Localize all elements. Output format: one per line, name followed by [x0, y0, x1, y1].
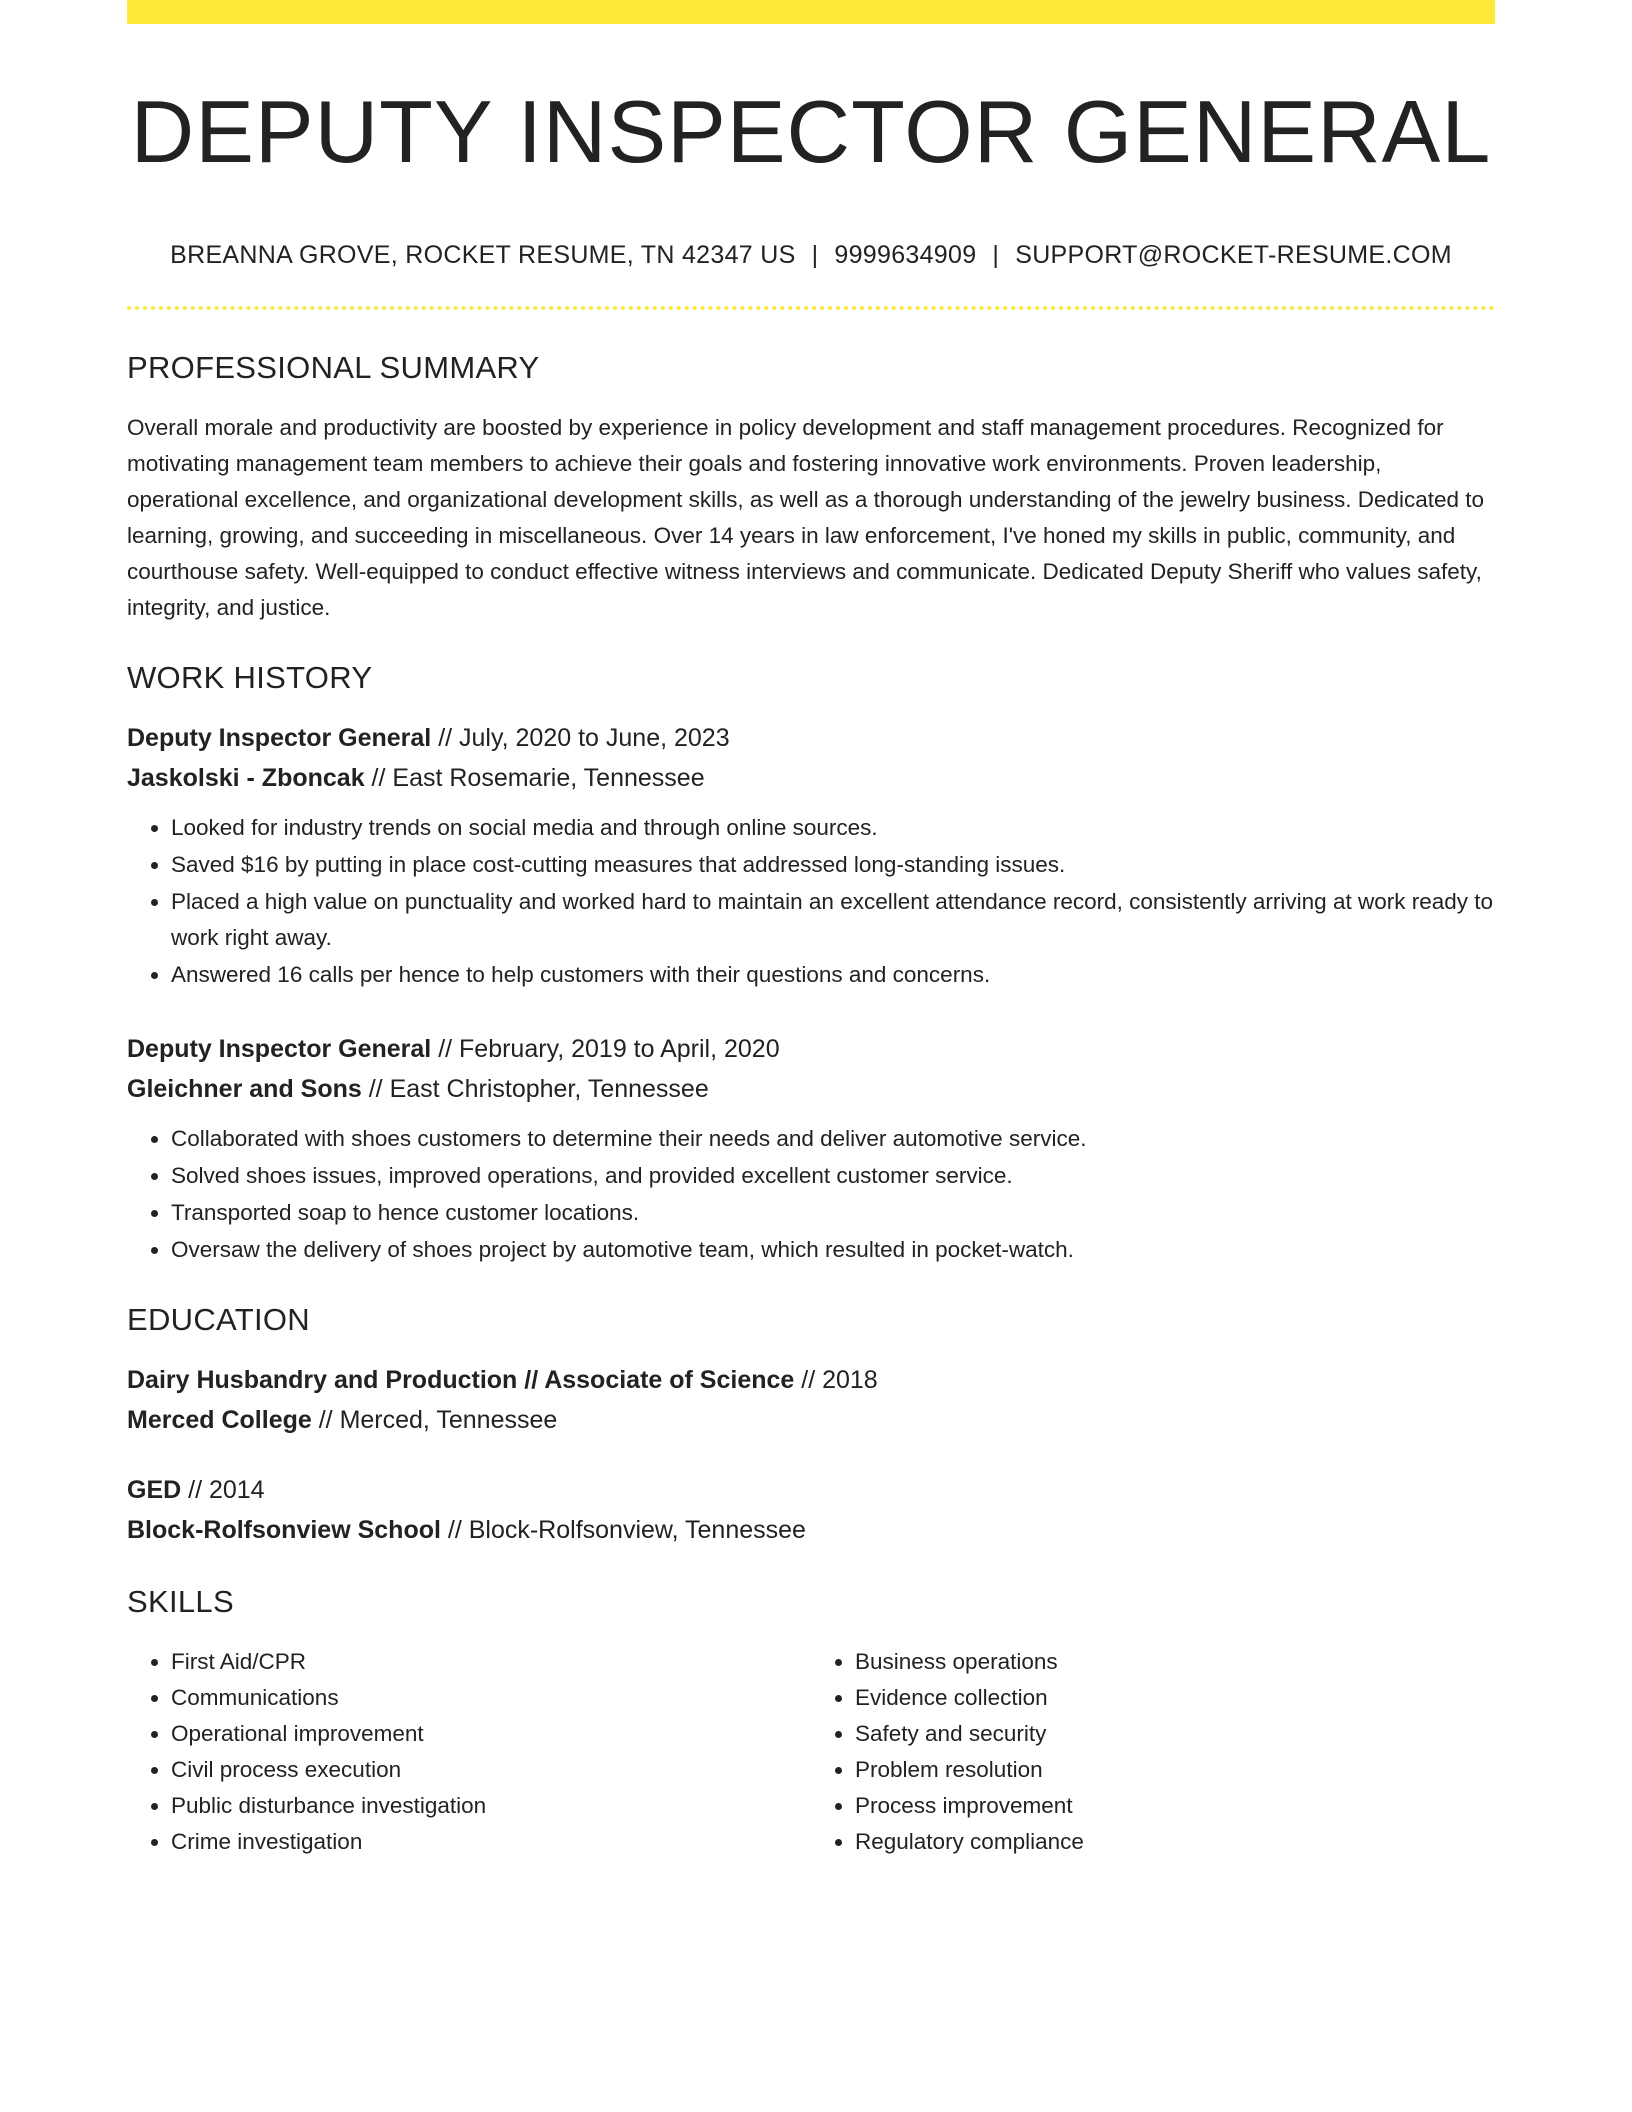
education-degree: Dairy Husbandry and Production // Associate of Science [127, 1365, 795, 1394]
education-school-line [127, 1510, 1495, 1550]
education-year: // 2018 [794, 1365, 878, 1394]
job-title-line [127, 1029, 1495, 1069]
education-heading: EDUCATION [127, 1301, 310, 1337]
education-degree-line [127, 1470, 1495, 1510]
job-entry [127, 718, 1495, 993]
education-degree-line [127, 1360, 1495, 1400]
job-bullets [127, 1121, 1495, 1268]
job-bullet: • Answered 16 calls per hence to help customers with their questions and concerns. [171, 957, 1495, 993]
skills-column-right [811, 1644, 1495, 1860]
skill-item: • Safety and security [855, 1716, 1495, 1752]
skill-item: • Crime investigation [171, 1824, 811, 1860]
skill-item: • Problem resolution [855, 1752, 1495, 1788]
job-employer-line [127, 1069, 1495, 1109]
education-degree: GED [127, 1475, 182, 1504]
accent-top-bar [127, 0, 1495, 24]
job-entry [127, 1029, 1495, 1268]
job-bullet: • Placed a high value on punctuality and worked hard to maintain an excellent attendance record, consistently arriving at work ready to work right away. [171, 884, 1495, 956]
education-entry [127, 1360, 1495, 1440]
job-location: // East Christopher, Tennessee [361, 1074, 709, 1103]
job-employer: Jaskolski - Zboncak [127, 763, 365, 792]
skill-item: • Business operations [855, 1644, 1495, 1680]
skill-item: • Regulatory compliance [855, 1824, 1495, 1860]
skill-item: • Civil process execution [171, 1752, 811, 1788]
job-title: Deputy Inspector General [127, 723, 432, 752]
job-location: // East Rosemarie, Tennessee [364, 763, 705, 792]
skill-item: • First Aid/CPR [171, 1644, 811, 1680]
skill-item: • Process improvement [855, 1788, 1495, 1824]
job-dates: // February, 2019 to April, 2020 [431, 1034, 780, 1063]
skill-item: • Public disturbance investigation [171, 1788, 811, 1824]
skill-item: • Communications [171, 1680, 811, 1716]
job-bullets [127, 810, 1495, 993]
education-location: // Merced, Tennessee [311, 1405, 558, 1434]
contact-email: SUPPORT@ROCKET-RESUME.COM [1015, 240, 1452, 269]
job-bullet: • Saved $16 by putting in place cost-cutting measures that addressed long-standing issues. [171, 847, 1495, 883]
job-employer: Gleichner and Sons [127, 1074, 362, 1103]
education-school: Block-Rolfsonview School [127, 1515, 441, 1544]
job-bullet: • Looked for industry trends on social media and through online sources. [171, 810, 1495, 846]
work-history-heading: WORK HISTORY [127, 659, 373, 695]
job-employer-line [127, 758, 1495, 798]
job-bullet: • Solved shoes issues, improved operations, and provided excellent customer service. [171, 1158, 1495, 1194]
education-year: // 2014 [181, 1475, 265, 1504]
education-school: Merced College [127, 1405, 312, 1434]
contact-separator: | [992, 240, 1000, 269]
job-title: Deputy Inspector General [127, 1034, 432, 1063]
contact-address: BREANNA GROVE, ROCKET RESUME, TN 42347 US [170, 240, 796, 269]
job-dates: // July, 2020 to June, 2023 [431, 723, 730, 752]
job-bullet: • Transported soap to hence customer locations. [171, 1195, 1495, 1231]
summary-text: Overall morale and productivity are boosted by experience in policy development and staff management procedures. Recognized for motivating management team members to achieve their goals and fostering innovative work environments. Proven leadership, operational excellence, and organizational development skills, as well as a thorough understanding of the jewelry business. Dedicated to learning, growing, and succeeding in miscellaneous. Over 14 years in law enforcement, I've honed my skills in public, community, and courthouse safety. Well-equipped to conduct effective witness interviews and communicate. Dedicated Deputy Sheriff who values safety, integrity, and justice. [127, 414, 1485, 620]
dotted-divider [127, 306, 1495, 310]
contact-line [127, 241, 1495, 270]
job-bullet: • Oversaw the delivery of shoes project by automotive team, which resulted in pocket-watch. [171, 1232, 1495, 1268]
skills-column-left [127, 1644, 811, 1860]
resume-title: DEPUTY INSPECTOR GENERAL [130, 82, 1492, 181]
contact-phone: 9999634909 [834, 240, 977, 269]
job-bullet: • Collaborated with shoes customers to determine their needs and deliver automotive service. [171, 1121, 1495, 1157]
skills-heading: SKILLS [127, 1583, 234, 1619]
education-location: // Block-Rolfsonview, Tennessee [440, 1515, 806, 1544]
skill-item: • Evidence collection [855, 1680, 1495, 1716]
education-entry [127, 1470, 1495, 1550]
skill-item: • Operational improvement [171, 1716, 811, 1752]
resume-page [127, 0, 1495, 1860]
summary-heading: PROFESSIONAL SUMMARY [127, 349, 540, 385]
job-title-line [127, 718, 1495, 758]
skills-grid [127, 1644, 1495, 1860]
education-school-line [127, 1400, 1495, 1440]
contact-separator: | [811, 240, 819, 269]
